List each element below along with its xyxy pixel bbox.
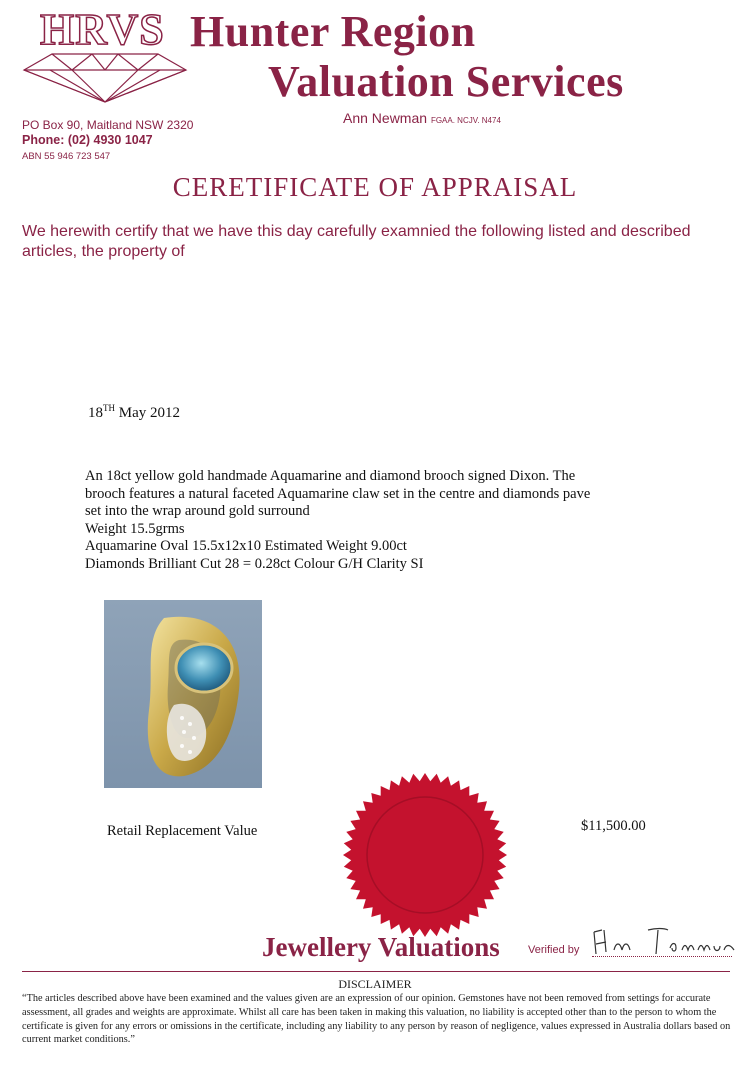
disclaimer-text: “The articles described above have been examined and the values given are an expression of our opinion. Gemstones have not been removed from settings for accurate assessment, all grades and weights are approximate. Whilst all care has been taken in making this valuation, no liability is accepted other than to the person to whom the certificate is given for any errors or omissions in the certificate, including any liability to any person by reason of negligence, values expressed in Australia dollars based on current market conditions.”	[22, 993, 731, 1046]
appraisal-date	[88, 403, 180, 422]
footer-divider	[22, 971, 730, 972]
description-line: set into the wrap around gold surround	[85, 503, 310, 519]
description-line: brooch features a natural faceted Aquamarine claw set in the centre and diamonds pave	[85, 485, 591, 502]
description-line: Weight 15.5grms	[85, 520, 185, 537]
retail-value-amount: $11,500.00	[581, 818, 646, 834]
logo-letters: HRVS	[40, 5, 165, 54]
item-description	[85, 468, 645, 573]
brooch-photo	[104, 600, 262, 788]
red-seal-icon	[340, 770, 510, 940]
handwritten-signature	[590, 924, 740, 958]
certificate-intro: We herewith certify that we have this day carefully examnied the following listed and described articles, the property of	[22, 223, 691, 260]
verified-by-label: Verified by	[528, 944, 580, 956]
appraiser	[343, 110, 501, 126]
postal-address: PO Box 90, Maitland NSW 2320	[22, 118, 194, 132]
footer-brand: Jewellery Valuations	[262, 932, 500, 962]
date-suffix: TH	[103, 403, 115, 413]
date-day: 18	[88, 405, 103, 421]
appraiser-credentials: FGAA. NCJV. N474	[430, 116, 501, 125]
company-name-line1: Hunter Region	[190, 7, 476, 56]
date-month-year: May 2012	[115, 405, 180, 421]
description-line: An 18ct yellow gold handmade Aquamarine and diamond brooch signed Dixon. The	[85, 468, 576, 484]
certificate-title: CERETIFICATE OF APPRAISAL	[172, 172, 578, 202]
phone-number: Phone: (02) 4930 1047	[22, 133, 153, 147]
diamond-logo-icon	[22, 52, 188, 104]
description-line: Aquamarine Oval 15.5x12x10 Estimated Weight 9.00ct	[85, 538, 407, 554]
description-line: Diamonds Brilliant Cut 28 = 0.28ct Colour G/H Clarity SI	[85, 555, 424, 572]
company-name-line2: Valuation Services	[268, 57, 624, 106]
disclaimer-title: DISCLAIMER	[338, 977, 412, 991]
appraiser-name: Ann Newman	[343, 110, 428, 126]
abn-number: ABN 55 946 723 547	[22, 151, 111, 162]
retail-value-label: Retail Replacement Value	[107, 823, 258, 839]
